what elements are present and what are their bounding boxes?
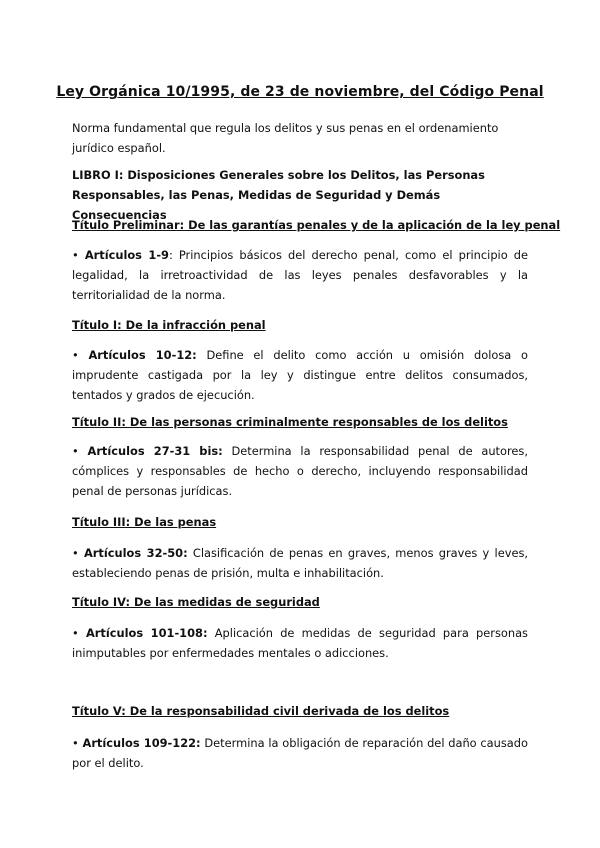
section-text: Principios básicos del derecho penal, como el principio de legalidad, la irretroactividad de las leyes penales desfavorables y la territorialidad de la norma. [72,248,529,302]
bullet: • [72,546,79,560]
libro-heading: LIBRO I: Disposiciones Generales sobre los Delitos, las Personas Responsables, las Penas, Medidas de Seguridad y Demás Consecuencias [72,168,485,222]
bullet: • [72,248,79,262]
article-range: Artículos 1-9 [84,248,169,262]
section-heading: Título Preliminar: De las garantías penales y de la aplicación de la ley penal [72,218,561,232]
section-text: Clasificación de penas en graves, menos graves y leves, estableciendo penas de prisión, multa e inhabilitación. [72,546,529,580]
section-text: Determina la responsabilidad penal de autores, cómplices y responsables de hecho o derecho, incluyendo responsabilidad penal de personas jurídicas. [72,444,528,498]
bullet: • [72,444,79,458]
section-text: Define el delito como acción u omisión dolosa o imprudente castigada por la ley y distingue entre delitos consumados, tentados y grados de ejecución. [72,348,528,402]
article-range: Artículos 109-122: [82,736,201,750]
section-heading: Título II: De las personas criminalmente responsables de los delitos [72,415,508,429]
section-heading: Título V: De la responsabilidad civil derivada de los delitos [72,704,450,718]
bullet: • [72,348,79,362]
article-range: Artículos 32-50: [83,546,188,560]
bullet: • [72,736,79,750]
bullet: • [72,626,79,640]
article-separator: : [168,248,173,262]
section-heading: Título IV: De las medidas de seguridad [72,595,320,609]
section-text: Determina la obligación de reparación del daño causado por el delito. [72,736,528,770]
article-range: Artículos 10-12: [88,348,197,362]
section-text: Aplicación de medidas de seguridad para personas inimputables por enfermedades mentales o adicciones. [72,626,528,660]
section-paragraph [72,441,528,501]
section-paragraph [72,245,528,305]
article-range: Artículos 101-108: [85,626,208,640]
section-paragraph [72,543,528,583]
section-heading: Título III: De las penas [72,515,217,529]
section-heading: Título I: De la infracción penal [72,318,266,332]
section-paragraph [72,733,528,773]
section-paragraph [72,345,528,405]
article-range: Artículos 27-31 bis: [87,444,223,458]
section-paragraph [72,623,528,663]
document-title: Ley Orgánica 10/1995, de 23 de noviembre, del Código Penal [56,84,544,100]
intro-paragraph: Norma fundamental que regula los delitos y sus penas en el ordenamiento jurídico español. [72,121,499,155]
